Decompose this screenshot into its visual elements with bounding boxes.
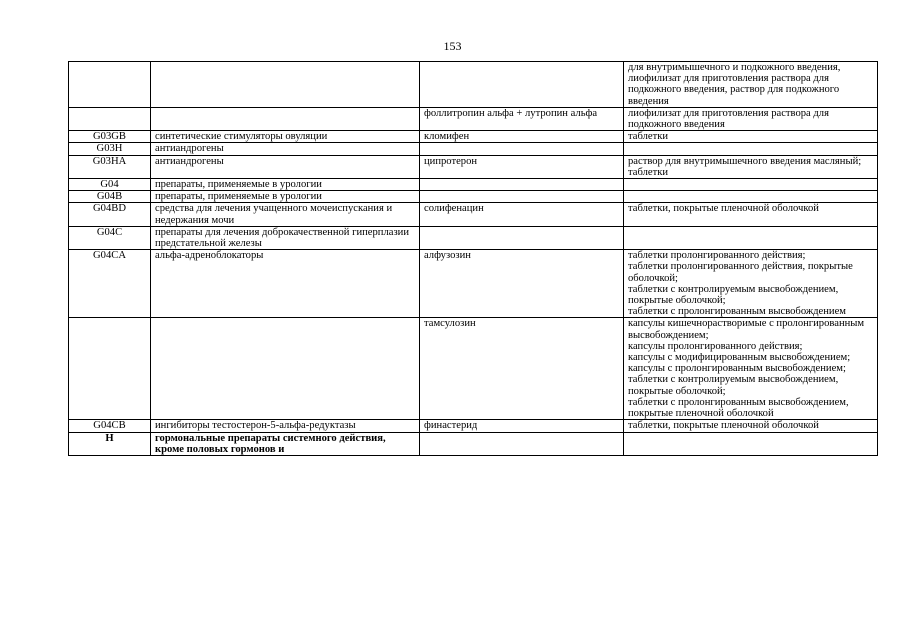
atc-code-cell: G04 — [69, 179, 151, 191]
atc-code-cell: H — [69, 432, 151, 455]
group-name-cell: средства для лечения учащенного мочеиспускания и недержания мочи — [151, 203, 420, 226]
atc-code-cell: G04C — [69, 226, 151, 249]
substance-cell: тамсулозин — [420, 318, 624, 420]
dosage-form-cell — [624, 179, 878, 191]
atc-code-cell: G03HA — [69, 155, 151, 178]
substance-cell — [420, 143, 624, 155]
group-name-cell: препараты, применяемые в урологии — [151, 179, 420, 191]
dosage-form-cell: раствор для внутримышечного введения масляный; таблетки — [624, 155, 878, 178]
group-name-cell: гормональные препараты системного действия, кроме половых гормонов и — [151, 432, 420, 455]
group-name-cell: препараты, применяемые в урологии — [151, 191, 420, 203]
atc-code-cell: G04B — [69, 191, 151, 203]
table-row — [69, 191, 878, 203]
group-name-cell — [151, 62, 420, 108]
substance-cell: алфузозин — [420, 250, 624, 318]
substance-cell — [420, 226, 624, 249]
substance-cell: ципротерон — [420, 155, 624, 178]
table-row — [69, 155, 878, 178]
atc-code-cell — [69, 318, 151, 420]
atc-code-cell — [69, 62, 151, 108]
table-row — [69, 318, 878, 420]
substance-cell — [420, 62, 624, 108]
substance-cell — [420, 179, 624, 191]
group-name-cell — [151, 107, 420, 130]
table-row — [69, 107, 878, 130]
group-name-cell: синтетические стимуляторы овуляции — [151, 131, 420, 143]
table-row — [69, 203, 878, 226]
substance-cell: финастерид — [420, 420, 624, 432]
dosage-form-cell: таблетки — [624, 131, 878, 143]
dosage-form-cell: лиофилизат для приготовления раствора для подкожного введения — [624, 107, 878, 130]
atc-code-cell: G04CB — [69, 420, 151, 432]
dosage-form-cell: таблетки пролонгированного действия; таблетки пролонгированного действия, покрытые оболочкой; таблетки с контролируемым высвобождением, покрытые оболочкой; таблетки с пролонгированным высвобождением — [624, 250, 878, 318]
atc-code-cell: G03H — [69, 143, 151, 155]
table-row — [69, 432, 878, 455]
dosage-form-cell — [624, 226, 878, 249]
dosage-form-cell — [624, 143, 878, 155]
substance-cell: кломифен — [420, 131, 624, 143]
drug-classification-table — [68, 61, 878, 456]
atc-code-cell: G04BD — [69, 203, 151, 226]
dosage-form-cell: таблетки, покрытые пленочной оболочкой — [624, 420, 878, 432]
table-row — [69, 179, 878, 191]
substance-cell: солифенацин — [420, 203, 624, 226]
atc-code-cell: G03GB — [69, 131, 151, 143]
page-number: 153 — [443, 39, 462, 53]
substance-cell — [420, 191, 624, 203]
group-name-cell: антиандрогены — [151, 155, 420, 178]
group-name-cell — [151, 318, 420, 420]
dosage-form-cell: для внутримышечного и подкожного введения, лиофилизат для приготовления раствора для подкожного введения, раствор для подкожного введения — [624, 62, 878, 108]
dosage-form-cell — [624, 191, 878, 203]
dosage-form-cell: капсулы кишечнорастворимые с пролонгированным высвобождением; капсулы пролонгированного действия; капсулы с модифицированным высвобождением; капсулы с пролонгированным высвобождением; таблетки с контролируемым высвобождением, покрытые оболочкой; таблетки с пролонгированным высвобождением, покрытые пленочной оболочкой — [624, 318, 878, 420]
group-name-cell: альфа-адреноблокаторы — [151, 250, 420, 318]
table-row — [69, 226, 878, 249]
table-row — [69, 62, 878, 108]
dosage-form-cell — [624, 432, 878, 455]
substance-cell: фоллитропин альфа + лутропин альфа — [420, 107, 624, 130]
atc-code-cell — [69, 107, 151, 130]
group-name-cell: препараты для лечения доброкачественной гиперплазии предстательной железы — [151, 226, 420, 249]
atc-code-cell: G04CA — [69, 250, 151, 318]
table-row — [69, 250, 878, 318]
dosage-form-cell: таблетки, покрытые пленочной оболочкой — [624, 203, 878, 226]
table-row — [69, 143, 878, 155]
group-name-cell: ингибиторы тестостерон-5-альфа-редуктазы — [151, 420, 420, 432]
table-body — [69, 62, 878, 456]
group-name-cell: антиандрогены — [151, 143, 420, 155]
substance-cell — [420, 432, 624, 455]
table-row — [69, 131, 878, 143]
table-row — [69, 420, 878, 432]
